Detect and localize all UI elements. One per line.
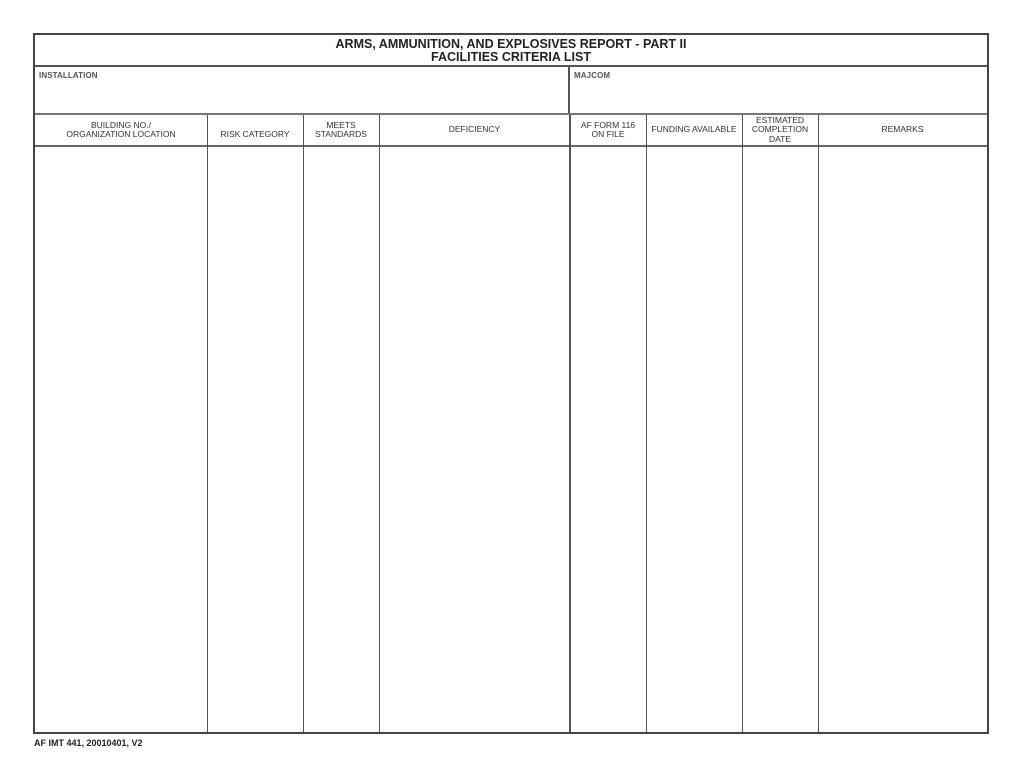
header-text: MEETS — [326, 119, 356, 130]
column-header-meets-standards — [303, 115, 379, 145]
header-text: REMARKS — [881, 124, 924, 135]
column-header-af-form-116 — [570, 115, 646, 145]
table-header — [35, 115, 987, 147]
header-text: STANDARDS — [315, 129, 367, 139]
header-text: RISK CATEGORY — [220, 129, 290, 140]
title-line-2: FACILITIES CRITERIA LIST — [431, 50, 591, 64]
info-row — [35, 67, 987, 115]
header-text: ORGANIZATION LOCATION — [66, 129, 176, 139]
header-text: FUNDING AVAILABLE — [651, 124, 737, 135]
column-header-building — [35, 115, 207, 145]
column-header-deficiency — [379, 115, 570, 145]
column-header-remarks — [818, 115, 987, 145]
header-text: COMPLETION — [751, 124, 809, 135]
form-title — [35, 35, 987, 67]
column-header-funding-available — [646, 115, 742, 145]
header-text: BUILDING NO./ — [91, 119, 151, 130]
majcom-label: MAJCOM — [574, 71, 611, 80]
installation-label: INSTALLATION — [39, 71, 98, 80]
installation-field[interactable] — [35, 67, 570, 113]
facilities-criteria-form — [33, 33, 989, 734]
table-body[interactable] — [35, 147, 987, 732]
form-identifier: AF IMT 441, 20010401, V2 — [34, 738, 143, 748]
header-text: ON FILE — [591, 129, 625, 139]
column-header-risk-category — [207, 115, 303, 145]
header-text: DEFICIENCY — [448, 124, 501, 135]
majcom-field[interactable] — [570, 67, 987, 113]
header-text: ESTIMATED — [755, 114, 804, 125]
header-text: AF FORM 116 — [580, 119, 636, 130]
title-line-1: ARMS, AMMUNITION, AND EXPLOSIVES REPORT - PART II — [335, 37, 687, 51]
column-header-estimated-completion-date — [742, 115, 818, 145]
header-text: DATE — [768, 133, 792, 144]
